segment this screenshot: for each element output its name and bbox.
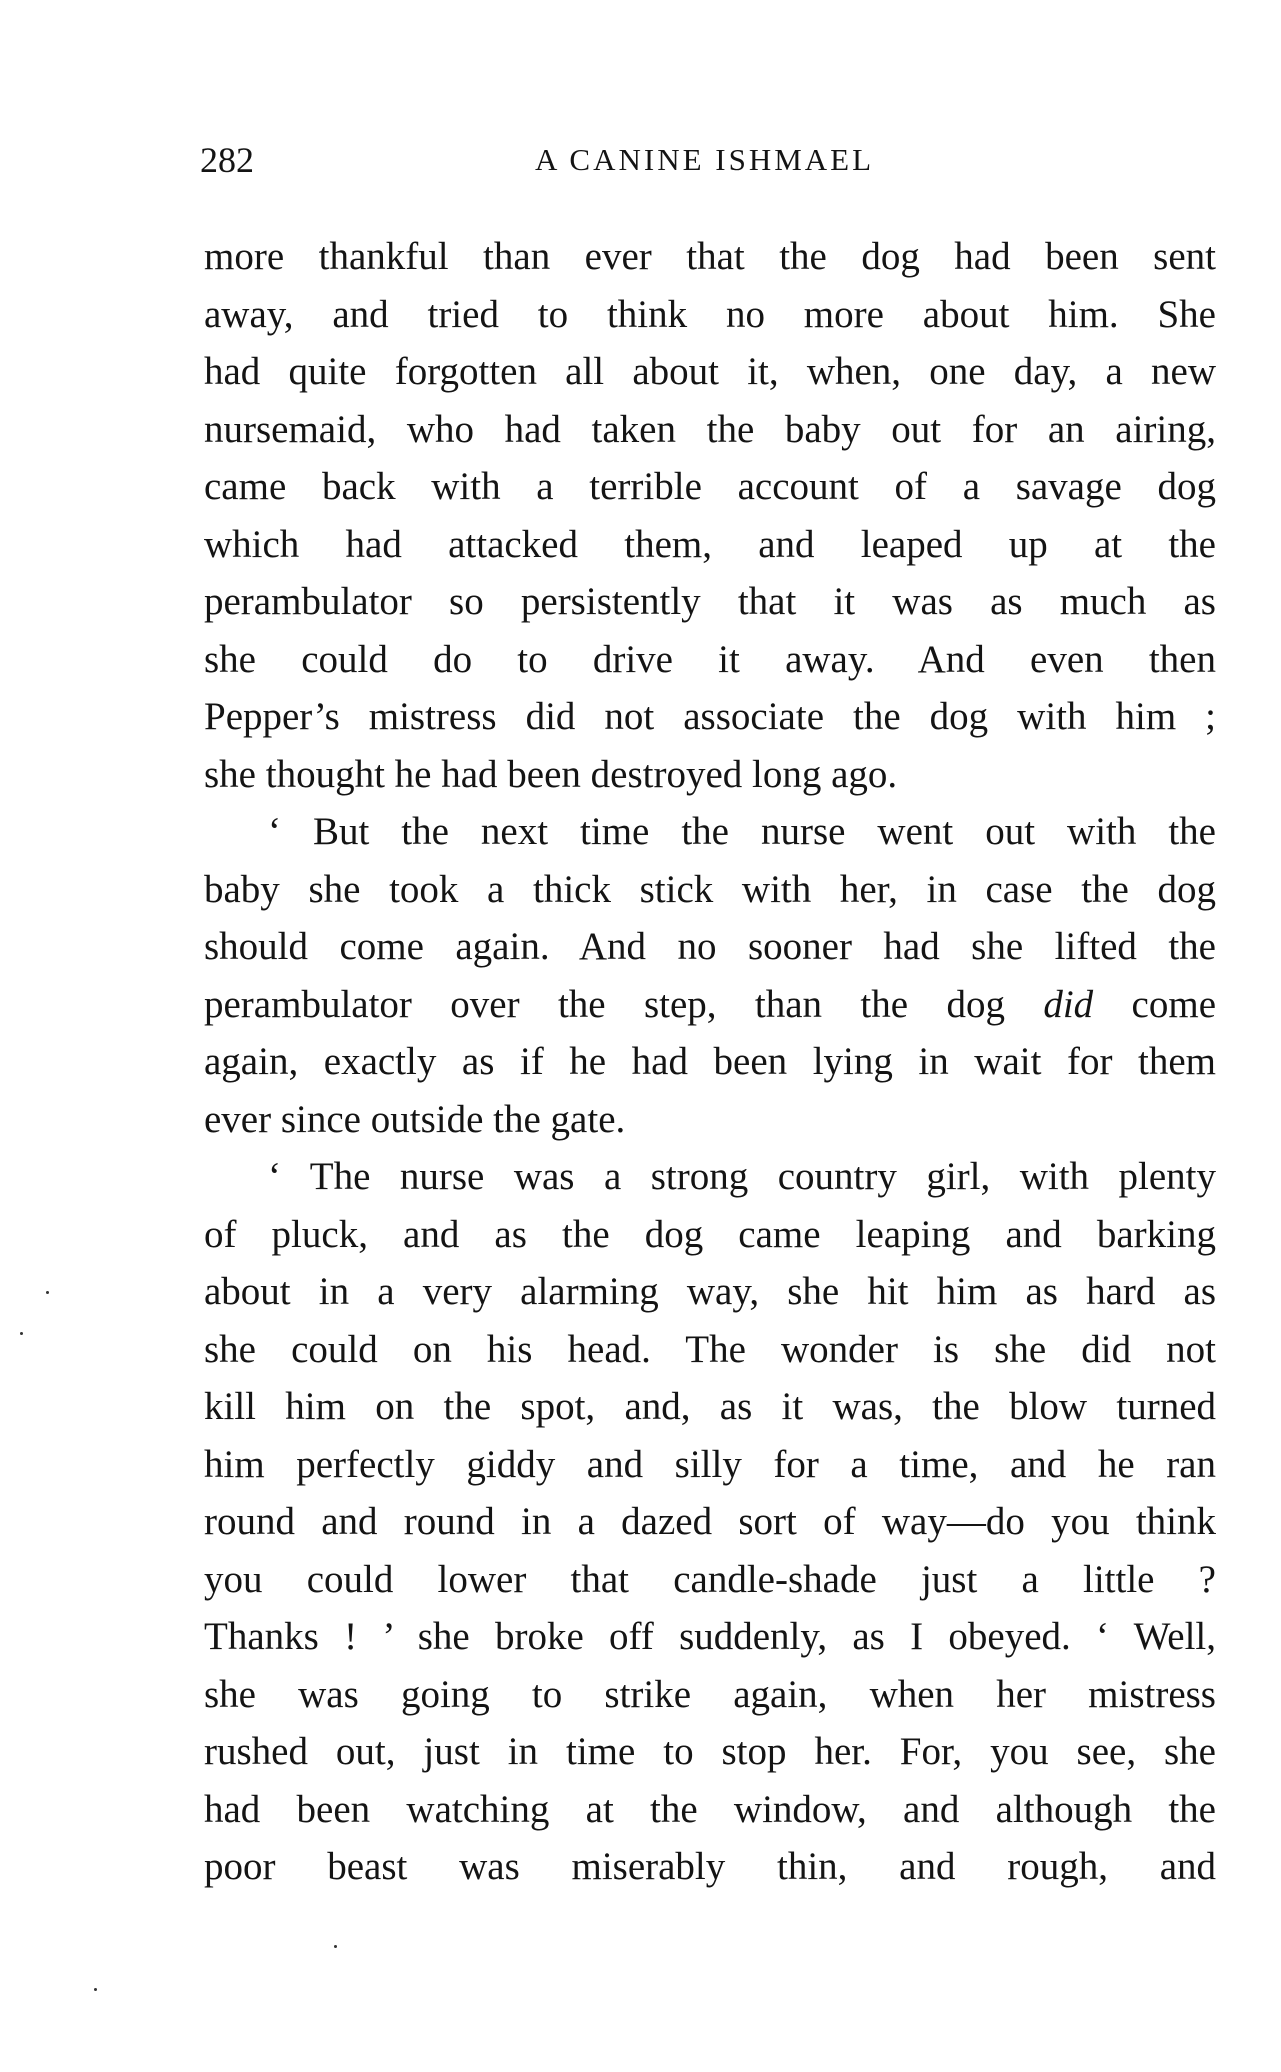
text-line: came back with a terrible account of a savage dog bbox=[204, 465, 1216, 508]
page-number: 282 bbox=[200, 140, 254, 180]
text-line: should come again. And no sooner had she lifted the bbox=[204, 925, 1216, 968]
running-head bbox=[200, 138, 1220, 182]
italic-emphasis: did bbox=[1043, 982, 1094, 1026]
text-line: of pluck, and as the dog came leaping and barking bbox=[204, 1212, 1216, 1256]
text-line: him perfectly giddy and silly for a time, and he ran bbox=[204, 1442, 1216, 1486]
text-line: which had attacked them, and leaped up at the bbox=[204, 522, 1216, 566]
text-line: nursemaid, who had taken the baby out for an airing, bbox=[204, 407, 1216, 451]
paragraph-end-line: ever since outside the gate. bbox=[204, 1097, 626, 1141]
text-line: rushed out, just in time to stop her. For, you see, she bbox=[204, 1730, 1216, 1773]
text-line: had quite forgotten all about it, when, one day, a new bbox=[204, 350, 1216, 393]
text-segment: come bbox=[1131, 982, 1217, 1026]
text-line: had been watching at the window, and although the bbox=[204, 1787, 1216, 1831]
scan-speck bbox=[46, 1291, 49, 1294]
scan-speck bbox=[20, 1332, 23, 1335]
text-line: away, and tried to think no more about him. She bbox=[204, 292, 1216, 336]
text-line: she could on his head. The wonder is she did not bbox=[204, 1327, 1216, 1371]
text-line: again, exactly as if he had been lying in wait for them bbox=[204, 1040, 1216, 1083]
text-line: about in a very alarming way, she hit him as hard as bbox=[204, 1270, 1216, 1313]
text-line: kill him on the spot, and, as it was, the blow turned bbox=[204, 1385, 1216, 1428]
running-title: A CANINE ISHMAEL bbox=[535, 142, 875, 177]
body-text bbox=[204, 228, 1216, 1896]
text-segment: perambulator over the step, than the dog bbox=[204, 982, 1005, 1026]
text-line: baby she took a thick stick with her, in case the dog bbox=[204, 867, 1216, 911]
paragraph-end-line: she thought he had been destroyed long ago. bbox=[204, 752, 898, 796]
text-line: Thanks ! ’ she broke off suddenly, as I obeyed. ‘ Well, bbox=[204, 1615, 1216, 1658]
text-line: perambulator so persistently that it was as much as bbox=[204, 580, 1216, 623]
scan-speck bbox=[334, 1945, 337, 1948]
text-line: she was going to strike again, when her mistress bbox=[204, 1672, 1216, 1716]
paragraph-start-line: ‘ But the next time the nurse went out with the bbox=[268, 810, 1216, 853]
text-line: Pepper’s mistress did not associate the dog with him ; bbox=[204, 695, 1216, 738]
text-line: round and round in a dazed sort of way—do you think bbox=[204, 1500, 1216, 1543]
text-line: poor beast was miserably thin, and rough, and bbox=[204, 1845, 1216, 1888]
paragraph-start-line: ‘ The nurse was a strong country girl, with plenty bbox=[268, 1155, 1216, 1198]
text-line-with-italic bbox=[204, 976, 1216, 1034]
text-line: more thankful than ever that the dog had been sent bbox=[204, 235, 1216, 278]
scan-speck bbox=[94, 1988, 97, 1991]
text-line: she could do to drive it away. And even then bbox=[204, 637, 1216, 681]
text-line: you could lower that candle-shade just a little ? bbox=[204, 1557, 1216, 1601]
